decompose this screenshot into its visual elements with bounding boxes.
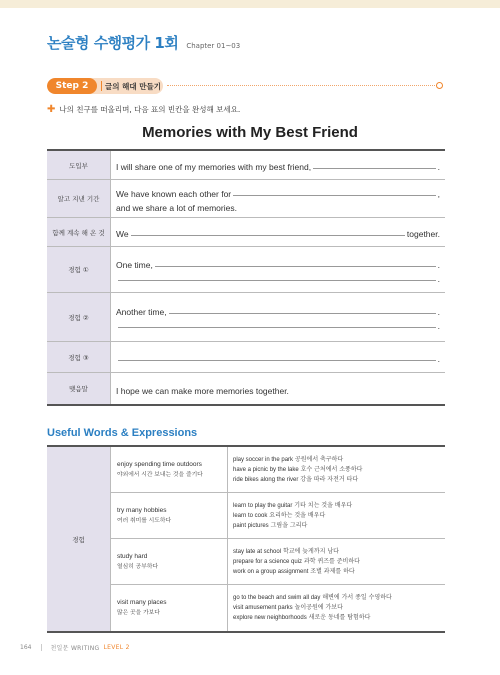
outline-row-content <box>111 151 445 179</box>
example-phrase <box>233 455 445 465</box>
outline-row-content <box>111 342 445 372</box>
useful-expressions-body <box>111 447 445 631</box>
sentence-text: One time, <box>116 259 153 270</box>
example-english: stay late at school <box>233 548 282 555</box>
example-english: visit amusement parks <box>233 605 293 611</box>
plus-icon: ✚ <box>47 104 56 115</box>
outline-row <box>47 342 445 373</box>
sentence-text: We <box>116 229 129 239</box>
example-phrase <box>233 557 445 567</box>
example-phrase <box>233 567 445 577</box>
example-phrase <box>233 475 445 485</box>
page-footer <box>20 643 130 652</box>
step-number: Step 2 <box>47 78 97 94</box>
example-english: learn to play the guitar <box>233 502 293 509</box>
example-korean: 놀이공원에 가보다 <box>294 604 343 611</box>
outline-row-label: 알고 지낸 기간 <box>47 180 111 217</box>
sentence-ending: . <box>437 273 440 284</box>
outline-row-label: 경험 ② <box>47 293 111 341</box>
expression-examples <box>228 539 445 584</box>
outline-row-content <box>111 180 445 217</box>
sentence-text: and we share a lot of memories. <box>116 202 237 213</box>
example-english: prepare for a science quiz <box>233 558 303 565</box>
sentence-ending: . <box>437 162 440 172</box>
example-english: learn to cook <box>233 512 268 519</box>
example-korean: 강을 따라 자전거 타다 <box>300 475 359 483</box>
answer-blank[interactable] <box>169 313 436 314</box>
sentence-line <box>116 270 440 284</box>
sentence-line <box>116 350 440 364</box>
expression-row <box>111 539 445 585</box>
sentence-text: I hope we can make more memories together. <box>116 385 289 396</box>
example-korean: 학교에 늦게까지 남다 <box>282 547 339 555</box>
example-korean: 과학 퀴즈를 준비하다 <box>303 557 360 565</box>
example-phrase <box>233 603 445 613</box>
page-number: 164 <box>20 644 32 651</box>
example-korean: 해변에 가서 종일 수영하다 <box>322 594 392 601</box>
expression-topic <box>111 493 228 538</box>
outline-row <box>47 151 445 180</box>
expression-examples <box>228 585 445 631</box>
example-phrase <box>233 613 445 623</box>
answer-blank[interactable] <box>155 266 436 267</box>
outline-row-label: 맺음말 <box>47 373 111 404</box>
outline-row-content <box>111 293 445 341</box>
sentence-ending: together. <box>406 229 440 239</box>
example-english: play soccer in the park <box>233 456 294 463</box>
sentence-text: Another time, <box>116 307 167 317</box>
example-english: have a picnic by the lake <box>233 466 299 473</box>
outline-row <box>47 247 445 293</box>
topic-english: visit many places <box>117 599 167 606</box>
outline-row-label: 도입부 <box>47 151 111 179</box>
expression-topic <box>111 539 228 584</box>
answer-blank[interactable] <box>118 280 436 281</box>
expression-topic <box>111 447 228 492</box>
sentence-text: I will share one of my memories with my best friend, <box>116 162 312 172</box>
sentence-line <box>116 382 440 396</box>
outline-row <box>47 218 445 247</box>
answer-blank[interactable] <box>131 235 405 236</box>
topic-korean: 야외에서 시간 보내는 것을 즐기다 <box>117 471 203 478</box>
top-color-band <box>0 0 500 8</box>
answer-blank[interactable] <box>313 168 436 169</box>
outline-row-label: 함께 계속 해 온 것 <box>47 218 111 246</box>
step-banner <box>47 78 445 94</box>
expression-examples <box>228 493 445 538</box>
expression-row <box>111 585 445 631</box>
outline-row <box>47 180 445 218</box>
outline-row <box>47 373 445 404</box>
outline-row-label: 경험 ① <box>47 247 111 292</box>
example-korean: 요리하는 것을 배우다 <box>269 511 326 519</box>
example-korean: 그림을 그리다 <box>270 521 308 529</box>
example-phrase <box>233 521 445 531</box>
example-english: explore new neighborhoods <box>233 615 307 621</box>
essay-title: Memories with My Best Friend <box>142 124 358 141</box>
example-english: go to the beach and swim all day <box>233 595 321 601</box>
book-brand: 천일문 WRITING <box>50 645 100 652</box>
example-phrase <box>233 547 445 557</box>
book-level: LEVEL 2 <box>103 644 130 651</box>
sentence-line <box>116 225 440 239</box>
step-name: 글의 해대 만들기 <box>105 81 161 91</box>
chapter-range: Chapter 01~03 <box>186 42 241 50</box>
instruction <box>47 104 240 115</box>
topic-english: enjoy spending time outdoors <box>117 460 202 468</box>
outline-row <box>47 293 445 342</box>
expression-row <box>111 447 445 493</box>
topic-english: study hard <box>117 552 148 560</box>
sentence-ending: . <box>437 321 440 331</box>
outline-table <box>47 149 445 406</box>
example-phrase <box>233 465 445 475</box>
outline-row-content <box>111 247 445 292</box>
answer-blank[interactable] <box>233 195 435 196</box>
sentence-line <box>116 158 440 172</box>
page-header <box>47 32 240 53</box>
expression-row <box>111 493 445 539</box>
step-divider <box>101 81 102 91</box>
outline-row-content <box>111 373 445 404</box>
sentence-line <box>116 317 440 331</box>
example-korean: 조별 과제를 하다 <box>310 567 355 575</box>
step-pill <box>47 78 163 94</box>
outline-row-label: 경험 ③ <box>47 342 111 372</box>
example-korean: 호수 근처에서 소풍하다 <box>300 465 363 473</box>
sentence-ending: . <box>437 354 440 364</box>
example-phrase <box>233 511 445 521</box>
topic-korean: 많은 곳을 가보다 <box>117 610 160 616</box>
useful-category-label: 경험 <box>47 447 111 631</box>
example-english: ride bikes along the river <box>233 476 299 483</box>
sentence-text: We have known each other for <box>116 188 232 199</box>
page-title: 논술형 수행평가 1회 <box>47 34 179 52</box>
topic-korean: 여러 취미를 시도하다 <box>117 517 172 524</box>
dotted-rule <box>167 85 437 86</box>
expression-topic <box>111 585 228 631</box>
example-korean: 공원에서 축구하다 <box>294 455 344 463</box>
sentence-line <box>116 199 440 213</box>
outline-row-content <box>111 218 445 246</box>
example-english: paint pictures <box>233 522 269 529</box>
example-english: work on a group assignment <box>233 568 309 575</box>
sentence-line <box>116 185 440 199</box>
answer-blank[interactable] <box>118 360 436 361</box>
sentence-line <box>116 303 440 317</box>
sentence-ending: . <box>437 307 440 317</box>
example-phrase <box>233 593 445 603</box>
sentence-ending: , <box>437 188 440 199</box>
instruction-text: 나의 친구를 떠올리며, 다음 표의 빈칸을 완성해 보세요. <box>59 105 241 114</box>
footer-divider <box>41 644 42 651</box>
useful-words-title: Useful Words & Expressions <box>47 427 198 439</box>
topic-english: try many hobbies <box>117 506 167 514</box>
dotted-rule-end-circle <box>436 82 443 89</box>
example-korean: 기타 치는 것을 배우다 <box>294 501 353 509</box>
answer-blank[interactable] <box>118 327 436 328</box>
example-korean: 새로운 동네를 탐험하다 <box>308 614 371 621</box>
sentence-ending: . <box>437 259 440 270</box>
topic-korean: 열심히 공부하다 <box>117 563 159 570</box>
example-phrase <box>233 501 445 511</box>
useful-expressions-table <box>47 445 445 633</box>
sentence-line <box>116 256 440 270</box>
expression-examples <box>228 447 445 492</box>
